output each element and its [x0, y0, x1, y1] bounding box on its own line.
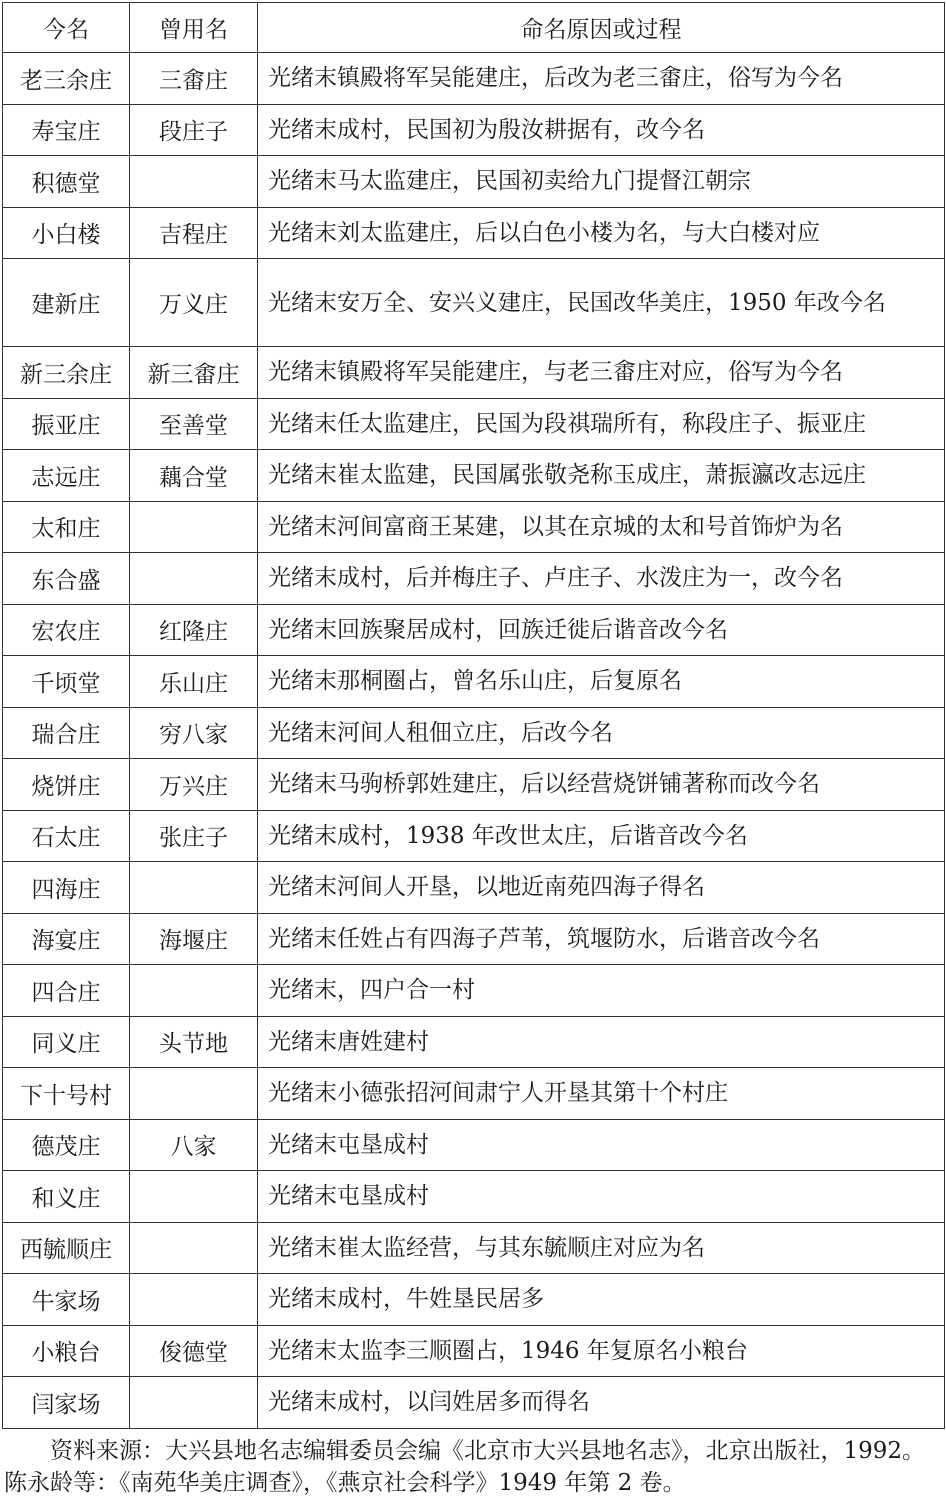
table-row: [3, 347, 945, 399]
current-name-cell: 下十号村: [3, 1068, 130, 1120]
table-row: [3, 1325, 945, 1377]
table-row: [3, 656, 945, 708]
former-name-cell: [130, 1222, 258, 1274]
table-row: [3, 1377, 945, 1429]
former-name-cell: [130, 965, 258, 1017]
naming-reason-cell: 光绪末崔太监建，民国属张敬尧称玉成庄，萧振瀛改志远庄: [258, 450, 945, 502]
naming-reason-cell: 光绪末成村，后并梅庄子、卢庄子、水泼庄为一，改今名: [258, 553, 945, 605]
table-body: [3, 53, 945, 1429]
current-name-cell: 和义庄: [3, 1171, 130, 1223]
table-row: [3, 207, 945, 259]
table-row: [3, 104, 945, 156]
current-name-cell: 志远庄: [3, 450, 130, 502]
naming-reason-cell: 光绪末成村，民国初为殷汝耕据有，改今名: [258, 104, 945, 156]
table-row: [3, 965, 945, 1017]
table-row: [3, 862, 945, 914]
former-name-cell: [130, 1377, 258, 1429]
naming-reason-cell: 光绪末河间人开垦，以地近南苑四海子得名: [258, 862, 945, 914]
naming-reason-cell: 光绪末河间人租佃立庄，后改今名: [258, 707, 945, 759]
current-name-cell: 小白楼: [3, 207, 130, 259]
naming-reason-text: 光绪末安万全、安兴义建庄，民国改华美庄，1950 年改今名: [268, 289, 886, 316]
current-name-cell: 闫家场: [3, 1377, 130, 1429]
naming-reason-cell: 光绪末崔太监经营，与其东毓顺庄对应为名: [258, 1222, 945, 1274]
table-row: [3, 156, 945, 208]
former-name-cell: 新三畬庄: [130, 347, 258, 399]
table-row: [3, 810, 945, 862]
naming-reason-cell: 光绪末屯垦成村: [258, 1119, 945, 1171]
header-naming-reason: 命名原因或过程: [258, 3, 945, 53]
naming-reason-cell: 光绪末屯垦成村: [258, 1171, 945, 1223]
former-name-cell: [130, 553, 258, 605]
table-row: [3, 1222, 945, 1274]
naming-reason-cell: 光绪末唐姓建村: [258, 1016, 945, 1068]
table-row: [3, 1274, 945, 1326]
former-name-cell: 海堰庄: [130, 913, 258, 965]
table-row: [3, 1016, 945, 1068]
current-name-cell: 太和庄: [3, 501, 130, 553]
current-name-cell: 寿宝庄: [3, 104, 130, 156]
former-name-cell: 至善堂: [130, 398, 258, 450]
current-name-cell: 海宴庄: [3, 913, 130, 965]
table-row: [3, 553, 945, 605]
table-row: [3, 604, 945, 656]
former-name-cell: 穷八家: [130, 707, 258, 759]
table-row: [3, 1171, 945, 1223]
naming-reason-cell: 光绪末成村，牛姓垦民居多: [258, 1274, 945, 1326]
naming-reason-cell: 光绪末，四户合一村: [258, 965, 945, 1017]
naming-reason-cell: 光绪末那桐圈占，曾名乐山庄，后复原名: [258, 656, 945, 708]
former-name-cell: [130, 156, 258, 208]
current-name-cell: 积德堂: [3, 156, 130, 208]
table-row: [3, 913, 945, 965]
table-row: [3, 1119, 945, 1171]
former-name-cell: 乐山庄: [130, 656, 258, 708]
naming-reason-cell: 光绪末任太监建庄，民国为段祺瑞所有，称段庄子、振亚庄: [258, 398, 945, 450]
former-name-cell: 张庄子: [130, 810, 258, 862]
table-row: [3, 398, 945, 450]
naming-reason-cell: 光绪末太监李三顺圈占，1946 年复原名小粮台: [258, 1325, 945, 1377]
header-current-name: 今名: [3, 3, 130, 53]
table-row: [3, 259, 945, 347]
table-row: [3, 450, 945, 502]
current-name-cell: 四合庄: [3, 965, 130, 1017]
current-name-cell: 建新庄: [3, 259, 130, 347]
naming-reason-cell: 光绪末成村，1938 年改世太庄，后谐音改今名: [258, 810, 945, 862]
naming-reason-cell: 光绪末马太监建庄，民国初卖给九门提督江朝宗: [258, 156, 945, 208]
former-name-cell: [130, 1171, 258, 1223]
former-name-cell: [130, 1068, 258, 1120]
naming-reason-cell: 光绪末任姓占有四海子芦苇，筑堰防水，后谐音改今名: [258, 913, 945, 965]
naming-reason-cell: 光绪末小德张招河间肃宁人开垦其第十个村庄: [258, 1068, 945, 1120]
naming-reason-cell: 光绪末成村，以闫姓居多而得名: [258, 1377, 945, 1429]
former-name-cell: [130, 862, 258, 914]
former-name-cell: 万义庄: [130, 259, 258, 347]
former-name-cell: 万兴庄: [130, 759, 258, 811]
former-name-cell: 头节地: [130, 1016, 258, 1068]
naming-reason-cell: 光绪末镇殿将军吴能建庄，后改为老三畬庄，俗写为今名: [258, 53, 945, 105]
source-note: 资料来源：大兴县地名志编辑委员会编《北京市大兴县地名志》，北京出版社，1992。陈永龄等：《南苑华美庄调查》，《燕京社会科学》1949 年第 2 卷。: [4, 1438, 926, 1496]
former-name-cell: [130, 1274, 258, 1326]
header-row: [3, 3, 945, 53]
table-row: [3, 53, 945, 105]
current-name-cell: 烧饼庄: [3, 759, 130, 811]
current-name-cell: 振亚庄: [3, 398, 130, 450]
former-name-cell: [130, 501, 258, 553]
table-row: [3, 759, 945, 811]
current-name-cell: 东合盛: [3, 553, 130, 605]
table-header: [3, 3, 945, 53]
current-name-cell: 新三余庄: [3, 347, 130, 399]
header-former-name: 曾用名: [130, 3, 258, 53]
table-row: [3, 501, 945, 553]
naming-reason-cell: 光绪末马驹桥郭姓建庄，后以经营烧饼铺著称而改今名: [258, 759, 945, 811]
former-name-cell: 八家: [130, 1119, 258, 1171]
current-name-cell: 小粮台: [3, 1325, 130, 1377]
former-name-cell: 藕合堂: [130, 450, 258, 502]
former-name-cell: 吉程庄: [130, 207, 258, 259]
naming-reason-cell: 光绪末镇殿将军吴能建庄，与老三畬庄对应，俗写为今名: [258, 347, 945, 399]
current-name-cell: 四海庄: [3, 862, 130, 914]
naming-reason-cell: [258, 259, 945, 347]
current-name-cell: 瑞合庄: [3, 707, 130, 759]
current-name-cell: 老三余庄: [3, 53, 130, 105]
naming-reason-cell: 光绪末河间富商王某建，以其在京城的太和号首饰炉为名: [258, 501, 945, 553]
former-name-cell: 段庄子: [130, 104, 258, 156]
naming-reason-cell: 光绪末回族聚居成村，回族迁徙后谐音改今名: [258, 604, 945, 656]
current-name-cell: 西毓顺庄: [3, 1222, 130, 1274]
current-name-cell: 千顷堂: [3, 656, 130, 708]
current-name-cell: 石太庄: [3, 810, 130, 862]
current-name-cell: 德茂庄: [3, 1119, 130, 1171]
current-name-cell: 宏农庄: [3, 604, 130, 656]
former-name-cell: 红隆庄: [130, 604, 258, 656]
table-row: [3, 1068, 945, 1120]
village-naming-table: [2, 2, 945, 1429]
table-row: [3, 707, 945, 759]
former-name-cell: 俊德堂: [130, 1325, 258, 1377]
current-name-cell: 同义庄: [3, 1016, 130, 1068]
naming-reason-cell: 光绪末刘太监建庄，后以白色小楼为名，与大白楼对应: [258, 207, 945, 259]
former-name-cell: 三畬庄: [130, 53, 258, 105]
current-name-cell: 牛家场: [3, 1274, 130, 1326]
